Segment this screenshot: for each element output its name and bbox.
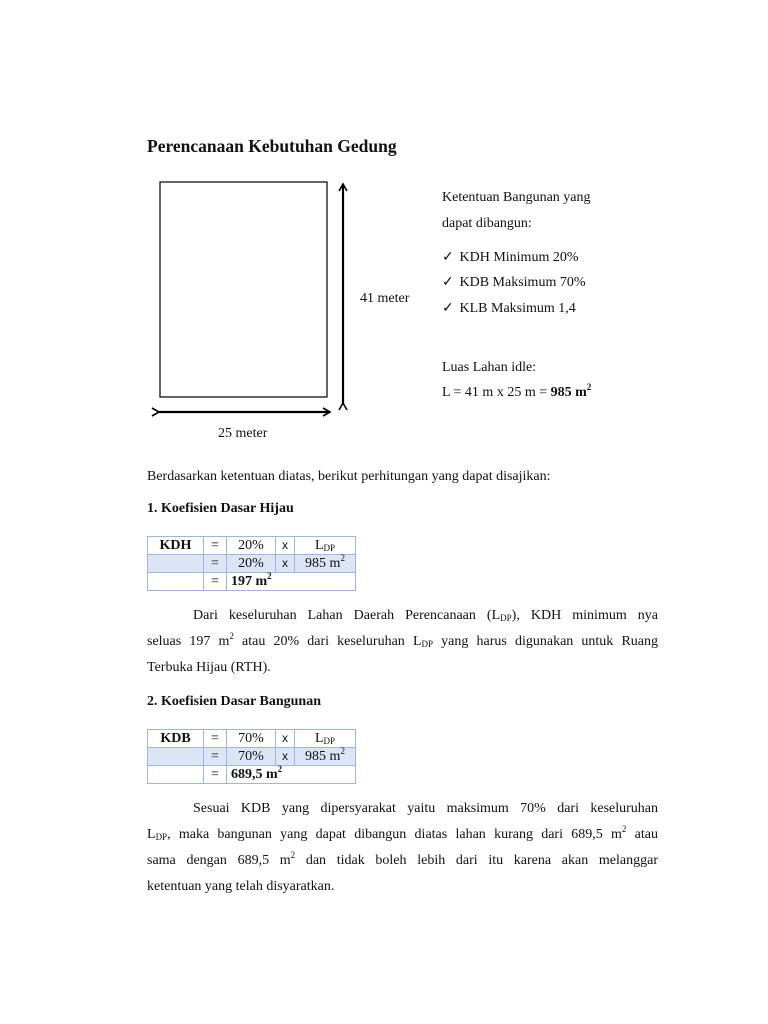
- paragraph-line: seluas 197 $m^2$ atau 20% dari keseluruhan $L_{DP}$ yang harus digunakan untuk Ruang: [147, 631, 658, 649]
- table-cell-area: 985 $m^2$: [295, 555, 356, 573]
- table-cell-times: x: [276, 748, 295, 766]
- paragraph-line: Terbuka Hijau (RTH).: [147, 660, 271, 675]
- rule-item: [442, 249, 579, 266]
- table-cell-equals: =: [204, 730, 227, 748]
- site-diagram: [150, 175, 360, 425]
- rules-heading-line1: Ketentuan Bangunan yang: [442, 190, 591, 205]
- table-cell-times: x: [276, 730, 295, 748]
- table-row: [148, 730, 356, 748]
- table-cell-times: x: [276, 537, 295, 555]
- paragraph-line: Sesuai KDB yang dipersyarakat yaitu maksimum 70% dari keseluruhan: [193, 801, 658, 816]
- table-cell-equals: =: [204, 555, 227, 573]
- table-cell-empty: [148, 766, 204, 784]
- section-heading-kdb: 2. Koefisien Dasar Bangunan: [147, 694, 321, 709]
- kdb-paragraph: [147, 796, 658, 900]
- table-cell-percent: 70%: [227, 748, 276, 766]
- paragraph-line: $L_{DP}$, maka bangunan yang dapat dibangun diatas lahan kurang dari 689,5 $m^2$ atau: [147, 824, 658, 842]
- width-label: 25 meter: [218, 426, 268, 441]
- table-row: [148, 537, 356, 555]
- rule-item-label: KDH Minimum 20%: [459, 250, 579, 265]
- checkmark-icon: ✓: [442, 250, 454, 265]
- intro-text: Berdasarkan ketentuan diatas, berikut perhitungan yang dapat disajikan:: [147, 469, 551, 484]
- kdb-calculation-table: [147, 729, 356, 784]
- rule-item-label: KLB Maksimum 1,4: [459, 301, 576, 316]
- table-cell-equals: =: [204, 766, 227, 784]
- table-cell-area: 985 $m^2$: [295, 748, 356, 766]
- table-cell-percent: 20%: [227, 555, 276, 573]
- land-area-formula-text: L = 41 m x 25 m =: [442, 385, 551, 400]
- table-cell-equals: =: [204, 573, 227, 591]
- section-heading-kdh: 1. Koefisien Dasar Hijau: [147, 501, 294, 516]
- table-cell-percent: 70%: [227, 730, 276, 748]
- kdh-paragraph: [147, 603, 658, 681]
- table-cell-equals: =: [204, 537, 227, 555]
- land-plot-rectangle: [160, 182, 327, 397]
- table-row: [148, 555, 356, 573]
- table-cell-empty: [148, 555, 204, 573]
- table-cell-ldp: $L_{DP}$: [295, 730, 356, 748]
- kdh-calculation-table: [147, 536, 356, 591]
- table-cell-empty: [148, 748, 204, 766]
- table-cell-empty: [148, 573, 204, 591]
- rules-heading-line2: dapat dibangun:: [442, 216, 532, 231]
- table-cell-times: x: [276, 555, 295, 573]
- rule-item: [442, 300, 576, 317]
- table-cell-ldp: $L_{DP}$: [295, 537, 356, 555]
- height-label: 41 meter: [360, 291, 410, 306]
- table-row: [148, 766, 356, 784]
- paragraph-line: Dari keseluruhan Lahan Daerah Perencanaan $(L_{DP})$, KDH minimum nya: [193, 608, 659, 623]
- checkmark-icon: ✓: [442, 301, 454, 316]
- table-cell-label: KDH: [148, 537, 204, 555]
- table-row: [148, 748, 356, 766]
- paragraph-line: ketentuan yang telah disyaratkan.: [147, 879, 335, 894]
- checkmark-icon: ✓: [442, 275, 454, 290]
- table-cell-label: KDB: [148, 730, 204, 748]
- land-area-formula: [442, 382, 592, 401]
- page-title: Perencanaan Kebutuhan Gedung: [147, 136, 397, 156]
- table-cell-equals: =: [204, 748, 227, 766]
- table-cell-percent: 20%: [227, 537, 276, 555]
- table-cell-result: 197 $m^2$: [227, 573, 356, 591]
- rule-item-label: KDB Maksimum 70%: [459, 275, 586, 290]
- land-area-result: 985 $m^2$: [550, 382, 592, 400]
- land-area-label: Luas Lahan idle:: [442, 360, 537, 375]
- table-cell-result: 689,5 $m^2$: [227, 766, 356, 784]
- rule-item: [442, 274, 586, 291]
- paragraph-line: sama dengan 689,5 $m^2$ dan tidak boleh lebih dari itu karena akan melanggar: [147, 850, 658, 868]
- table-row: [148, 573, 356, 591]
